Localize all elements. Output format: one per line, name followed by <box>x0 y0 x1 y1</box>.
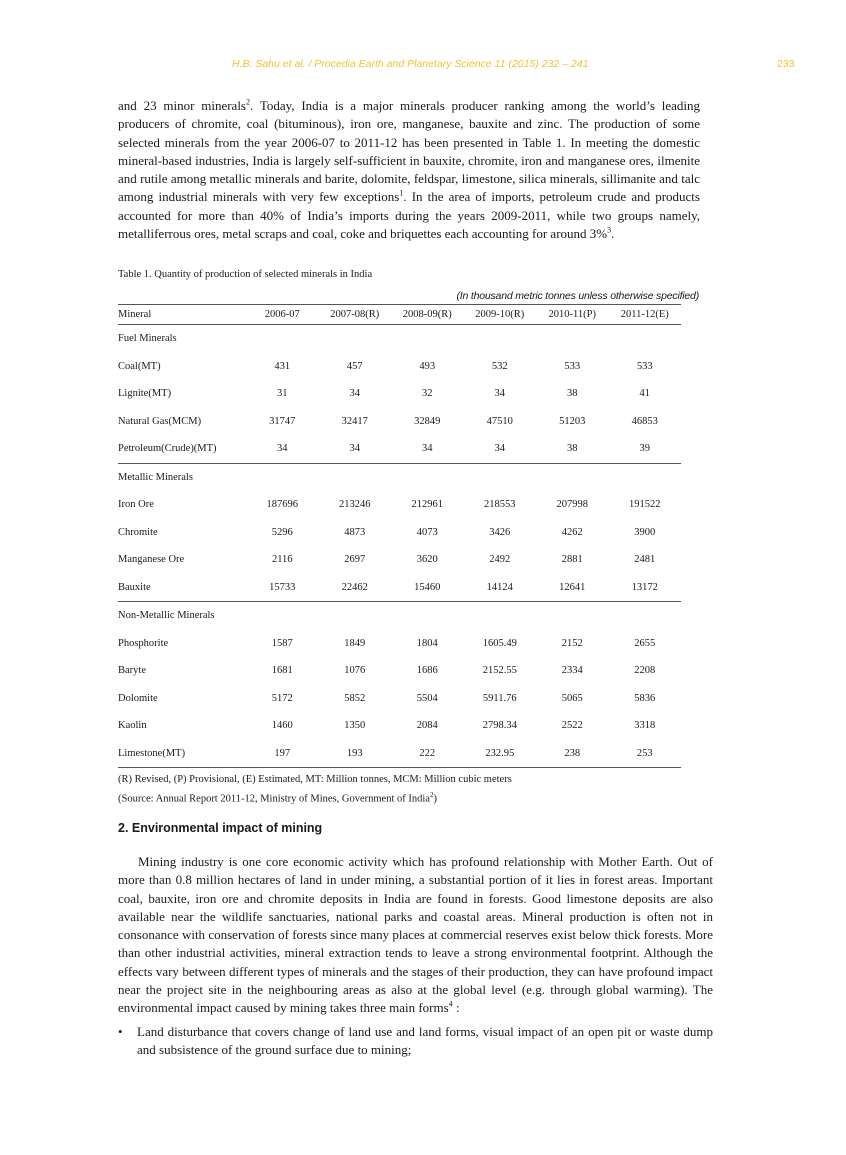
value-cell: 212961 <box>411 499 443 511</box>
body-text-end: : <box>452 1000 460 1016</box>
value-cell: 31 <box>277 388 288 400</box>
value-cell: 32 <box>422 388 433 400</box>
column-header: 2006-07 <box>264 309 300 320</box>
table-row <box>118 685 681 713</box>
value-cell: 1849 <box>344 637 366 649</box>
value-cell: 222 <box>391 740 464 768</box>
value-cell: 2881 <box>561 554 583 566</box>
value-cell: 532 <box>491 360 508 372</box>
citation-ref: 1 <box>399 189 404 199</box>
category-row <box>118 463 681 491</box>
value-cell: 191522 <box>629 499 661 511</box>
source-text-end: ) <box>433 793 437 805</box>
body-text: Mining industry is one core economic activity which has profound relationship with Mother Earth. Out of more than 0.8 million hectares of land in under mining, a substantial portion of it lies in forest areas. Important coal, bauxite, iron ore and chromite deposits in India are found in forests. Good limestone deposits are also available near the wildlife sanctuaries, national parks and coastal areas. Mineral production is often not in consonance with conservation of forests since many places at commercial reserves exist below thick forests. More than other industrial activities, mineral extraction tends to leave a strong environmental footprint. Although the effects vary between different types of minerals and the stages of their production, they can have profound impact near the project site in the neighbouring areas as also at the global level (e.g. through global warming). The environmental impact caused by mining takes three main forms <box>118 854 713 1016</box>
journal-citation: H.B. Sahu et al. / Procedia Earth and Planetary Science 11 (2015) 232 – 241 <box>232 58 589 70</box>
value-cell: 5065 <box>561 692 583 704</box>
mineral-name-cell: Petroleum(Crude)(MT) <box>118 435 246 463</box>
intro-text-4: . <box>611 226 615 242</box>
value-cell: 5836 <box>634 692 656 704</box>
value-cell: 4073 <box>416 526 438 538</box>
column-header: 2007-08(R) <box>330 309 380 320</box>
table-caption: Table 1. Quantity of production of selected minerals in India <box>118 269 373 280</box>
value-cell: 2522 <box>561 720 583 732</box>
value-cell: 253 <box>609 740 682 768</box>
value-cell: 533 <box>636 360 653 372</box>
table-row <box>118 657 681 685</box>
value-cell: 2334 <box>561 665 583 677</box>
value-cell: 2798.34 <box>482 720 517 732</box>
production-table <box>118 304 681 768</box>
value-cell: 3620 <box>416 554 438 566</box>
mineral-name-cell: Baryte <box>118 665 146 677</box>
value-cell: 39 <box>609 435 682 463</box>
value-cell: 431 <box>274 360 291 372</box>
value-cell: 14124 <box>464 574 537 602</box>
bullet-icon: • <box>118 1024 123 1039</box>
value-cell: 12641 <box>536 574 609 602</box>
value-cell: 2084 <box>416 720 438 732</box>
value-cell: 34 <box>464 435 537 463</box>
category-label: Non-Metallic Minerals <box>118 610 215 622</box>
value-cell: 2697 <box>344 554 366 566</box>
column-header: 2008-09(R) <box>402 309 452 320</box>
table-abbreviations-note: (R) Revised, (P) Provisional, (E) Estimated, MT: Million tonnes, MCM: Million cubic meters <box>118 774 512 785</box>
value-cell: 187696 <box>266 499 298 511</box>
table-body <box>118 325 681 768</box>
column-header: Mineral <box>118 309 152 320</box>
table-units-note: (In thousand metric tonnes unless otherwise specified) <box>456 290 699 302</box>
intro-text-1: and 23 minor minerals <box>118 98 246 113</box>
table-row <box>118 630 681 658</box>
value-cell: 1686 <box>416 665 438 677</box>
bullet-text: Land disturbance that covers change of land use and land forms, visual impact of an open pit or waste dump and subsistence of the ground surface due to mining; <box>137 1024 713 1058</box>
intro-text-3: . In the area of imports, petroleum crude and products accounted for more than 40% of India’s imports during the years 2009-2011, while two groups namely, metalliferrous ores, metal scraps and coal, coke and briquettes each accounting for around 3% <box>118 189 700 242</box>
value-cell: 493 <box>419 360 436 372</box>
value-cell: 1587 <box>271 637 293 649</box>
mineral-name-cell: Kaolin <box>118 720 147 732</box>
intro-text-2: . Today, India is a major minerals producer ranking among the world’s leading producers of chromite, coal (bituminous), iron ore, manganese, bauxite and zinc. The production of some selected minerals from the year 2006-07 to 2011-12 has been presented in Table 1. In meeting the domestic mineral-based industries, India is largely self-sufficient in bauxite, chromite, iron and manganese ores, ilmenite and rutile among metallic minerals and barite, dolomite, feldspar, limestone, silica minerals, sillimanite and talc among industrial minerals with very few exceptions <box>118 98 700 205</box>
mineral-name-cell: Bauxite <box>118 574 246 602</box>
value-cell: 15733 <box>246 574 319 602</box>
value-cell: 1076 <box>344 665 366 677</box>
table-row <box>118 546 681 574</box>
table-row <box>118 712 681 740</box>
column-header: 2010-11(P) <box>548 309 596 320</box>
citation-ref: 4 <box>448 1000 453 1010</box>
value-cell: 193 <box>319 740 392 768</box>
mineral-name-cell: Phosphorite <box>118 637 169 649</box>
value-cell: 34 <box>246 435 319 463</box>
column-header: 2009-10(R) <box>475 309 525 320</box>
citation-ref: 2 <box>429 791 434 799</box>
value-cell: 5504 <box>416 692 438 704</box>
table-row <box>118 408 681 436</box>
page-number: 233 <box>777 58 795 70</box>
value-cell: 13172 <box>609 574 682 602</box>
value-cell: 1350 <box>344 720 366 732</box>
category-label: Metallic Minerals <box>118 471 193 483</box>
value-cell: 1605.49 <box>482 637 517 649</box>
value-cell: 1681 <box>271 665 293 677</box>
value-cell: 238 <box>536 740 609 768</box>
category-row <box>118 602 681 630</box>
value-cell: 213246 <box>339 499 371 511</box>
value-cell: 232.95 <box>464 740 537 768</box>
body-paragraph <box>118 853 713 1018</box>
table-row <box>118 519 681 547</box>
value-cell: 41 <box>639 388 650 400</box>
column-header: 2011-12(E) <box>620 309 669 320</box>
value-cell: 5296 <box>271 526 293 538</box>
intro-paragraph <box>118 97 700 243</box>
value-cell: 2208 <box>634 665 656 677</box>
table-row <box>118 353 681 381</box>
table-source-note <box>118 791 437 805</box>
value-cell: 3318 <box>634 720 656 732</box>
value-cell: 2655 <box>634 637 656 649</box>
citation-ref: 2 <box>246 97 250 107</box>
value-cell: 2152 <box>561 637 583 649</box>
mineral-name-cell: Iron Ore <box>118 499 154 511</box>
value-cell: 2492 <box>489 554 511 566</box>
value-cell: 5911.76 <box>482 692 517 704</box>
value-cell: 4873 <box>344 526 366 538</box>
mineral-name-cell: Chromite <box>118 526 158 538</box>
value-cell: 15460 <box>391 574 464 602</box>
value-cell: 51203 <box>559 415 586 427</box>
table-row <box>118 740 681 768</box>
value-cell: 32849 <box>414 415 441 427</box>
value-cell: 533 <box>564 360 581 372</box>
value-cell: 218553 <box>484 499 516 511</box>
table-row <box>118 435 681 463</box>
value-cell: 46853 <box>631 415 658 427</box>
value-cell: 38 <box>536 435 609 463</box>
value-cell: 197 <box>246 740 319 768</box>
source-text: (Source: Annual Report 2011-12, Ministry of Mines, Government of India <box>118 793 430 805</box>
mineral-name-cell: Natural Gas(MCM) <box>118 415 202 427</box>
value-cell: 32417 <box>341 415 368 427</box>
value-cell: 31747 <box>269 415 296 427</box>
table-row <box>118 574 681 602</box>
mineral-name-cell: Limestone(MT) <box>118 740 246 768</box>
value-cell: 4262 <box>561 526 583 538</box>
value-cell: 34 <box>391 435 464 463</box>
value-cell: 22462 <box>319 574 392 602</box>
mineral-name-cell: Coal(MT) <box>118 360 161 372</box>
value-cell: 1460 <box>271 720 293 732</box>
value-cell: 207998 <box>556 499 588 511</box>
table-row <box>118 380 681 408</box>
value-cell: 5852 <box>344 692 366 704</box>
table-header-row <box>118 305 681 325</box>
value-cell: 2481 <box>634 554 656 566</box>
value-cell: 2116 <box>271 554 293 566</box>
category-row <box>118 325 681 353</box>
value-cell: 47510 <box>486 415 513 427</box>
value-cell: 34 <box>319 435 392 463</box>
value-cell: 5172 <box>271 692 293 704</box>
section-heading: 2. Environmental impact of mining <box>118 821 323 835</box>
value-cell: 2152.55 <box>482 665 517 677</box>
value-cell: 3426 <box>489 526 511 538</box>
mineral-name-cell: Dolomite <box>118 692 158 704</box>
value-cell: 38 <box>567 388 578 400</box>
value-cell: 457 <box>346 360 363 372</box>
mineral-name-cell: Lignite(MT) <box>118 388 172 400</box>
running-header <box>0 58 846 74</box>
value-cell: 3900 <box>634 526 656 538</box>
value-cell: 1804 <box>416 637 438 649</box>
value-cell: 34 <box>349 388 360 400</box>
mineral-name-cell: Manganese Ore <box>118 554 185 566</box>
value-cell: 34 <box>494 388 505 400</box>
table-row <box>118 491 681 519</box>
citation-ref: 3 <box>607 225 612 235</box>
category-label: Fuel Minerals <box>118 333 177 345</box>
